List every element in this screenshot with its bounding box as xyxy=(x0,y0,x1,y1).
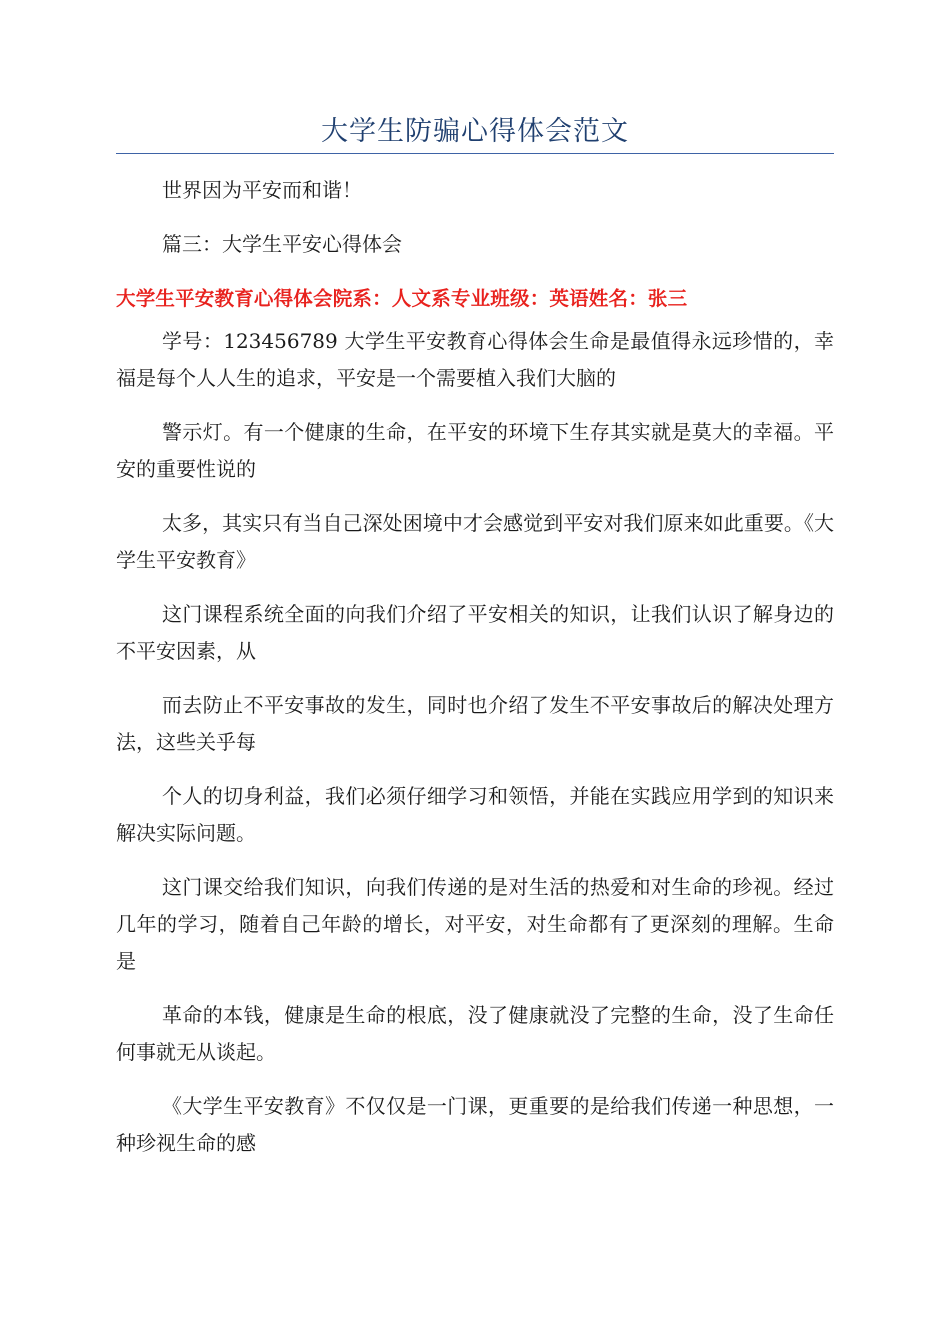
paragraph: 篇三：大学生平安心得体会 xyxy=(162,232,402,256)
document-title: 大学生防骗心得体会范文 xyxy=(321,116,629,147)
paragraph: 世界因为平安而和谐！ xyxy=(162,178,362,202)
document-body xyxy=(116,172,834,1179)
paragraph: 而去防止不平安事故的发生，同时也介绍了发生不平安事故后的解决处理方法，这些关乎每 xyxy=(116,693,834,754)
paragraph: 警示灯。有一个健康的生命，在平安的环境下生存其实就是莫大的幸福。平安的重要性说的 xyxy=(116,420,834,481)
paragraph: 这门课程系统全面的向我们介绍了平安相关的知识，让我们认识了解身边的不平安因素，从 xyxy=(116,602,834,663)
paragraph: 这门课交给我们知识，向我们传递的是对生活的热爱和对生命的珍视。经过几年的学习，随着自己年龄的增长，对平安，对生命都有了更深刻的理解。生命是 xyxy=(116,875,834,973)
paragraph: 革命的本钱，健康是生命的根底，没了健康就没了完整的生命，没了生命任何事就无从谈起。 xyxy=(116,1003,834,1064)
title-underline xyxy=(116,153,834,154)
paragraph: 太多，其实只有当自己深处困境中才会感觉到平安对我们原来如此重要。《大学生平安教育》 xyxy=(116,511,834,572)
paragraph: 《大学生平安教育》不仅仅是一门课，更重要的是给我们传递一种思想，一种珍视生命的感 xyxy=(116,1094,834,1155)
paragraph: 学号：123456789 大学生平安教育心得体会生命是最值得永远珍惜的，幸福是每个人人生的追求，平安是一个需要植入我们大脑的 xyxy=(116,329,834,390)
paragraph: 个人的切身利益，我们必须仔细学习和领悟，并能在实践应用学到的知识来解决实际问题。 xyxy=(116,784,834,845)
red-heading: 大学生平安教育心得体会院系：人文系专业班级：英语姓名：张三 xyxy=(116,287,688,310)
